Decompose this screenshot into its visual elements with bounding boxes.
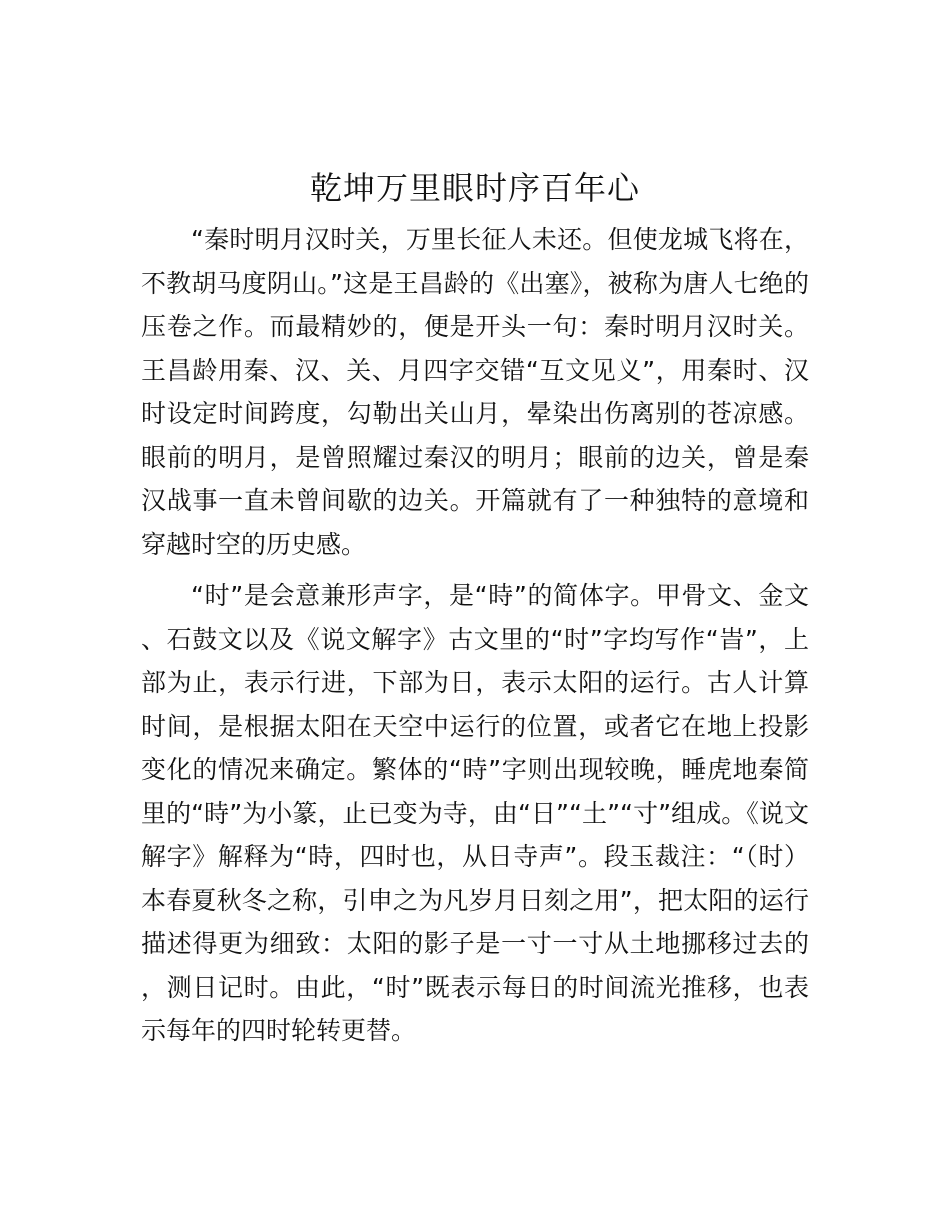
document-page (141, 160, 809, 1053)
paragraph-1: “秦时明月汉时关，万里长征人未还。但使龙城飞将在，不教胡马度阴山。”这是王昌龄的《出塞》，被称为唐人七绝的压卷之作。而最精妙的，便是开头一句：秦时明月汉时关。王昌龄用秦、汉、关、月四字交错“互文见义”，用秦时、汉时设定时间跨度，勾勒出关山月，晕染出伤离别的苍凉感。眼前的明月，是曾照耀过秦汉的明月；眼前的边关，曾是秦汉战事一直未曾间歇的边关。开篇就有了一种独特的意境和穿越时空的历史感。 (141, 225, 809, 559)
document-title: 乾坤万里眼时序百年心 (309, 169, 640, 207)
paragraph-2: “时”是会意兼形声字，是“時”的简体字。甲骨文、金文、石鼓文以及《说文解字》古文里的“时”字均写作“旹”，上部为止，表示行进，下部为日，表示太阳的运行。古人计算时间，是根据太阳在天空中运行的位置，或者它在地上投影变化的情况来确定。繁体的“時”字则出现较晚，睡虎地秦简里的“時”为小篆，止已变为寺，由“日”“土”“寸”组成。《说文解字》解释为“時，四时也，从日寺声”。段玉裁注：“（时）本春夏秋冬之称，引申之为凡岁月日刻之用”，把太阳的运行描述得更为细致：太阳的影子是一寸一寸从土地挪移过去的，测日记时。由此，“时”既表示每日的时间流光推移，也表示每年的四时轮转更替。 (141, 581, 809, 1045)
